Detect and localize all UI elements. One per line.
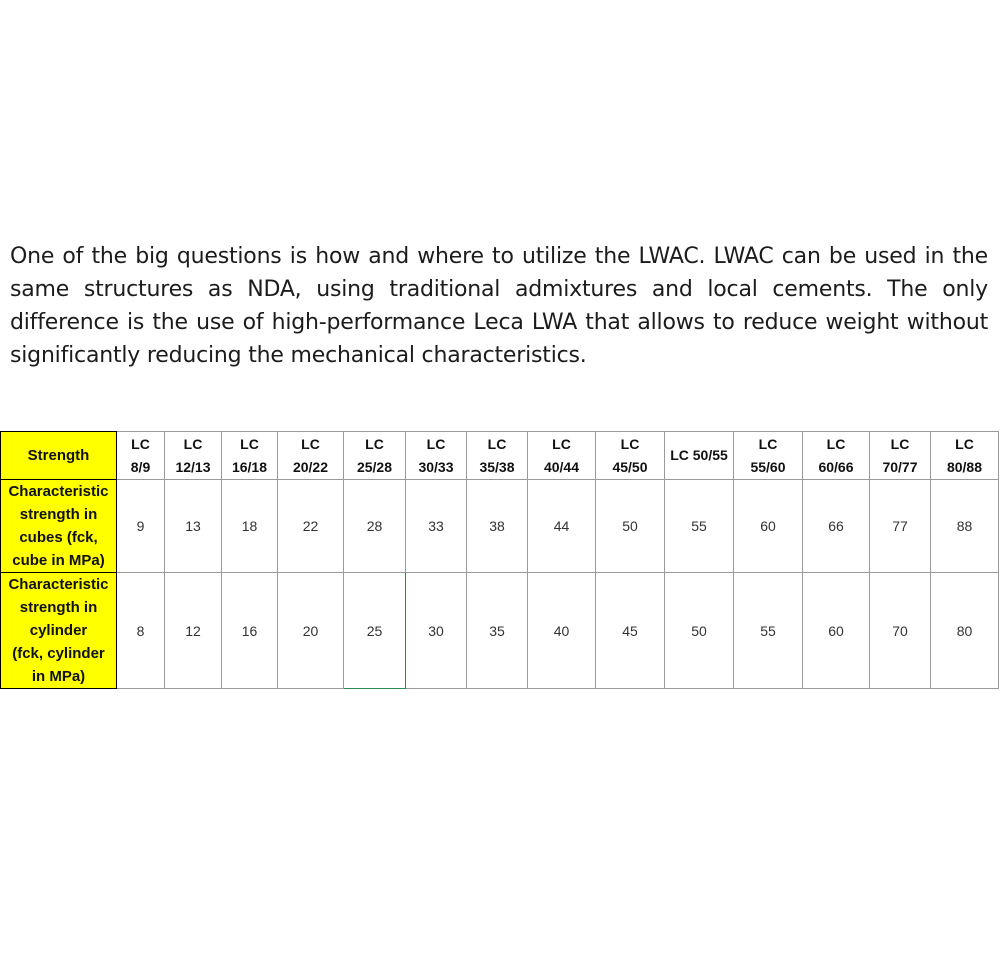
class-header-top: LC [240,435,259,452]
value-cell: 40 [528,573,596,689]
value-cell: 44 [528,480,596,573]
value-cell: 45 [596,573,665,689]
class-header-top: LC [301,435,320,452]
class-header-bottom: 55/60 [750,458,786,475]
class-header [870,432,931,480]
class-header-top: LC [890,435,910,452]
class-header-bottom: 70/77 [882,458,918,475]
class-header [117,432,165,480]
class-header [278,432,344,480]
class-header-top: LC 50/55 [670,447,728,463]
strength-table-container [0,431,998,689]
value-cell: 35 [467,573,528,689]
row-label-line: strength in [19,506,98,523]
class-header-bottom: 35/38 [479,458,515,475]
row-label-line: Characteristic [8,576,109,593]
class-header [665,432,734,480]
value-cell: 38 [467,480,528,573]
class-header [734,432,803,480]
header-row [1,432,999,480]
value-cell: 13 [165,480,222,573]
table-row-cylinder [1,573,999,689]
value-cell: 12 [165,573,222,689]
value-cell: 80 [931,573,999,689]
class-header-bottom: 45/50 [612,458,648,475]
value-cell: 16 [222,573,278,689]
class-header-bottom: 80/88 [946,458,983,475]
class-header-bottom: 60/66 [818,458,854,475]
class-header-top: LC [620,435,640,452]
row-label-cylinder [1,573,117,689]
class-header-top: LC [552,435,571,452]
class-header-bottom: 30/33 [418,458,454,475]
class-header [165,432,222,480]
value-cell: 28 [344,480,406,573]
value-cell: 20 [278,573,344,689]
class-header-top: LC [365,435,384,452]
value-cell: 8 [117,573,165,689]
value-cell: 22 [278,480,344,573]
row-label-line: Characteristic [8,483,109,500]
class-header-top: LC [487,435,507,452]
class-header-top: LC [955,435,974,452]
class-header-top: LC [758,435,778,452]
class-header [931,432,999,480]
value-cell: 66 [803,480,870,573]
value-cell: 18 [222,480,278,573]
class-header-bottom: 20/22 [292,458,329,475]
class-header [222,432,278,480]
row-label-line: (fck, cylinder [12,645,105,662]
row-label-line: cube in MPa) [12,552,105,569]
value-cell: 55 [665,480,734,573]
row-label-line: cylinder [29,622,88,639]
strength-classes-table [0,431,999,689]
class-header [528,432,596,480]
class-header-top: LC [426,435,446,452]
row-label-cubes [1,480,117,573]
class-header [406,432,467,480]
value-cell: 60 [803,573,870,689]
class-header-top: LC [131,435,150,452]
class-header [803,432,870,480]
class-header [596,432,665,480]
row-label-line: strength in [19,599,98,616]
class-header-bottom: 12/13 [175,458,211,475]
intro-paragraph: One of the big questions is how and where to utilize the LWAC. LWAC can be used in the same structures as NDA, using traditional admixtures and local cements. The only difference is the use of high-performance Leca LWA that allows to reduce weight without significantly reducing the mechanical characteristics. [10,244,988,368]
class-header-bottom: 8/9 [130,458,151,475]
class-header-top: LC [183,435,203,452]
class-header [467,432,528,480]
row-label-line: in MPa) [31,668,86,685]
table-row-cubes [1,480,999,573]
value-cell: 25 [344,573,406,689]
class-header [344,432,406,480]
value-cell: 70 [870,573,931,689]
value-cell: 50 [665,573,734,689]
class-header-top: LC [826,435,846,452]
corner-header: Strength [1,432,117,480]
value-cell: 77 [870,480,931,573]
value-cell: 33 [406,480,467,573]
value-cell: 55 [734,573,803,689]
class-header-bottom: 25/28 [356,458,393,475]
value-cell: 60 [734,480,803,573]
value-cell: 50 [596,480,665,573]
row-label-line: cubes (fck, [19,529,98,546]
value-cell: 88 [931,480,999,573]
class-header-bottom: 40/44 [543,458,580,475]
class-header-bottom: 16/18 [231,458,268,475]
value-cell: 9 [117,480,165,573]
value-cell: 30 [406,573,467,689]
